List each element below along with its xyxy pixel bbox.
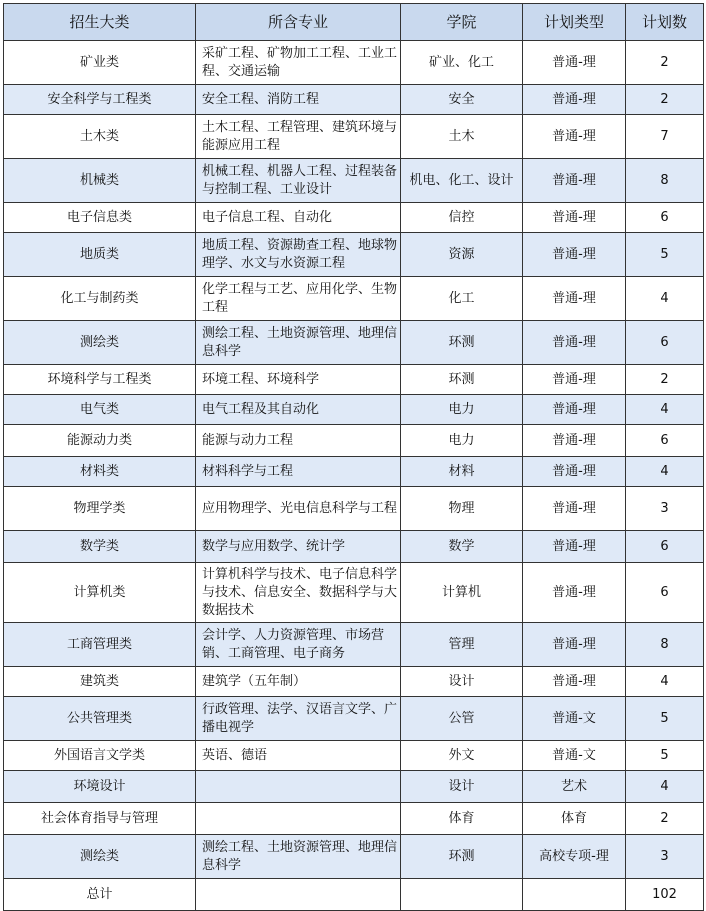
majors-cell: 测绘工程、土地资源管理、地理信息科学 [196, 835, 401, 879]
majors-cell [196, 771, 401, 803]
majors-cell: 数学与应用数学、统计学 [196, 531, 401, 563]
category-cell: 物理学类 [4, 487, 196, 531]
category-cell: 电子信息类 [4, 203, 196, 233]
category-cell: 化工与制药类 [4, 277, 196, 321]
college-cell: 环测 [401, 835, 523, 879]
plan-type-cell: 普通-理 [523, 531, 626, 563]
category-cell: 环境设计 [4, 771, 196, 803]
college-cell: 计算机 [401, 563, 523, 623]
table-row [4, 487, 704, 531]
plan-type-cell: 普通-理 [523, 159, 626, 203]
category-cell: 计算机类 [4, 563, 196, 623]
total-count-cell: 102 [626, 879, 704, 911]
category-cell: 安全科学与工程类 [4, 85, 196, 115]
table-row [4, 623, 704, 667]
category-cell: 工商管理类 [4, 623, 196, 667]
enrollment-plan-table [3, 3, 704, 911]
plan-type-cell: 普通-理 [523, 487, 626, 531]
plan-type-cell: 普通-文 [523, 741, 626, 771]
college-cell: 化工 [401, 277, 523, 321]
college-cell: 电力 [401, 425, 523, 457]
table-row [4, 41, 704, 85]
total-label-cell: 总计 [4, 879, 196, 911]
table-row [4, 803, 704, 835]
plan-type-cell: 普通-理 [523, 321, 626, 365]
college-cell: 数学 [401, 531, 523, 563]
majors-cell: 计算机科学与技术、电子信息科学与技术、信息安全、数据科学与大数据技术 [196, 563, 401, 623]
college-cell: 体育 [401, 803, 523, 835]
table-row [4, 233, 704, 277]
category-cell: 外国语言文学类 [4, 741, 196, 771]
plan-type-cell: 艺术 [523, 771, 626, 803]
plan-type-cell: 普通-理 [523, 115, 626, 159]
plan-count-cell: 7 [626, 115, 704, 159]
college-cell: 信控 [401, 203, 523, 233]
majors-cell: 行政管理、法学、汉语言文学、广播电视学 [196, 697, 401, 741]
college-cell: 环测 [401, 321, 523, 365]
category-cell: 土木类 [4, 115, 196, 159]
table-row [4, 115, 704, 159]
category-cell: 公共管理类 [4, 697, 196, 741]
college-cell: 矿业、化工 [401, 41, 523, 85]
header-majors: 所含专业 [196, 4, 401, 41]
plan-type-cell: 普通-理 [523, 667, 626, 697]
majors-cell: 采矿工程、矿物加工工程、工业工程、交通运输 [196, 41, 401, 85]
plan-count-cell: 4 [626, 395, 704, 425]
table-row [4, 321, 704, 365]
plan-type-cell: 体育 [523, 803, 626, 835]
category-cell: 矿业类 [4, 41, 196, 85]
plan-type-cell: 普通-理 [523, 365, 626, 395]
majors-cell: 机械工程、机器人工程、过程装备与控制工程、工业设计 [196, 159, 401, 203]
table-row [4, 85, 704, 115]
plan-count-cell: 8 [626, 623, 704, 667]
table-row [4, 457, 704, 487]
table-row [4, 159, 704, 203]
total-empty-cell [401, 879, 523, 911]
plan-type-cell: 高校专项-理 [523, 835, 626, 879]
header-plan-type: 计划类型 [523, 4, 626, 41]
plan-count-cell: 2 [626, 803, 704, 835]
majors-cell: 材料科学与工程 [196, 457, 401, 487]
plan-count-cell: 6 [626, 563, 704, 623]
category-cell: 建筑类 [4, 667, 196, 697]
plan-count-cell: 5 [626, 697, 704, 741]
table-row [4, 425, 704, 457]
header-plan-count: 计划数 [626, 4, 704, 41]
college-cell: 电力 [401, 395, 523, 425]
category-cell: 地质类 [4, 233, 196, 277]
plan-count-cell: 4 [626, 771, 704, 803]
plan-count-cell: 6 [626, 321, 704, 365]
majors-cell: 安全工程、消防工程 [196, 85, 401, 115]
college-cell: 外文 [401, 741, 523, 771]
plan-count-cell: 2 [626, 41, 704, 85]
table-row [4, 365, 704, 395]
table-row [4, 771, 704, 803]
college-cell: 材料 [401, 457, 523, 487]
majors-cell: 环境工程、环境科学 [196, 365, 401, 395]
category-cell: 数学类 [4, 531, 196, 563]
header-college: 学院 [401, 4, 523, 41]
table-row [4, 697, 704, 741]
college-cell: 机电、化工、设计 [401, 159, 523, 203]
table-row [4, 531, 704, 563]
table-row [4, 667, 704, 697]
plan-count-cell: 6 [626, 425, 704, 457]
college-cell: 设计 [401, 667, 523, 697]
college-cell: 环测 [401, 365, 523, 395]
plan-type-cell: 普通-理 [523, 203, 626, 233]
majors-cell: 土木工程、工程管理、建筑环境与能源应用工程 [196, 115, 401, 159]
table-row [4, 277, 704, 321]
table-header-row [4, 4, 704, 41]
plan-count-cell: 6 [626, 531, 704, 563]
table-row [4, 395, 704, 425]
college-cell: 安全 [401, 85, 523, 115]
college-cell: 公管 [401, 697, 523, 741]
majors-cell: 建筑学（五年制） [196, 667, 401, 697]
majors-cell: 地质工程、资源勘查工程、地球物理学、水文与水资源工程 [196, 233, 401, 277]
plan-count-cell: 5 [626, 741, 704, 771]
majors-cell: 英语、德语 [196, 741, 401, 771]
category-cell: 测绘类 [4, 835, 196, 879]
category-cell: 机械类 [4, 159, 196, 203]
plan-type-cell: 普通-理 [523, 41, 626, 85]
plan-count-cell: 2 [626, 365, 704, 395]
total-empty-cell [523, 879, 626, 911]
plan-count-cell: 4 [626, 277, 704, 321]
plan-type-cell: 普通-理 [523, 425, 626, 457]
category-cell: 能源动力类 [4, 425, 196, 457]
plan-count-cell: 3 [626, 835, 704, 879]
majors-cell [196, 803, 401, 835]
plan-count-cell: 4 [626, 667, 704, 697]
table-row [4, 563, 704, 623]
plan-count-cell: 8 [626, 159, 704, 203]
plan-type-cell: 普通-理 [523, 563, 626, 623]
majors-cell: 测绘工程、土地资源管理、地理信息科学 [196, 321, 401, 365]
majors-cell: 化学工程与工艺、应用化学、生物工程 [196, 277, 401, 321]
plan-count-cell: 2 [626, 85, 704, 115]
plan-type-cell: 普通-理 [523, 623, 626, 667]
college-cell: 设计 [401, 771, 523, 803]
plan-type-cell: 普通-理 [523, 277, 626, 321]
category-cell: 环境科学与工程类 [4, 365, 196, 395]
plan-type-cell: 普通-理 [523, 395, 626, 425]
college-cell: 土木 [401, 115, 523, 159]
table-row [4, 835, 704, 879]
plan-count-cell: 5 [626, 233, 704, 277]
plan-count-cell: 6 [626, 203, 704, 233]
category-cell: 电气类 [4, 395, 196, 425]
plan-type-cell: 普通-理 [523, 457, 626, 487]
college-cell: 资源 [401, 233, 523, 277]
header-category: 招生大类 [4, 4, 196, 41]
table-row [4, 203, 704, 233]
category-cell: 材料类 [4, 457, 196, 487]
plan-count-cell: 4 [626, 457, 704, 487]
category-cell: 社会体育指导与管理 [4, 803, 196, 835]
plan-type-cell: 普通-理 [523, 85, 626, 115]
college-cell: 管理 [401, 623, 523, 667]
category-cell: 测绘类 [4, 321, 196, 365]
plan-count-cell: 3 [626, 487, 704, 531]
college-cell: 物理 [401, 487, 523, 531]
total-row [4, 879, 704, 911]
table-row [4, 741, 704, 771]
plan-type-cell: 普通-理 [523, 233, 626, 277]
total-empty-cell [196, 879, 401, 911]
majors-cell: 电气工程及其自动化 [196, 395, 401, 425]
majors-cell: 应用物理学、光电信息科学与工程 [196, 487, 401, 531]
majors-cell: 能源与动力工程 [196, 425, 401, 457]
plan-type-cell: 普通-文 [523, 697, 626, 741]
majors-cell: 电子信息工程、自动化 [196, 203, 401, 233]
majors-cell: 会计学、人力资源管理、市场营销、工商管理、电子商务 [196, 623, 401, 667]
